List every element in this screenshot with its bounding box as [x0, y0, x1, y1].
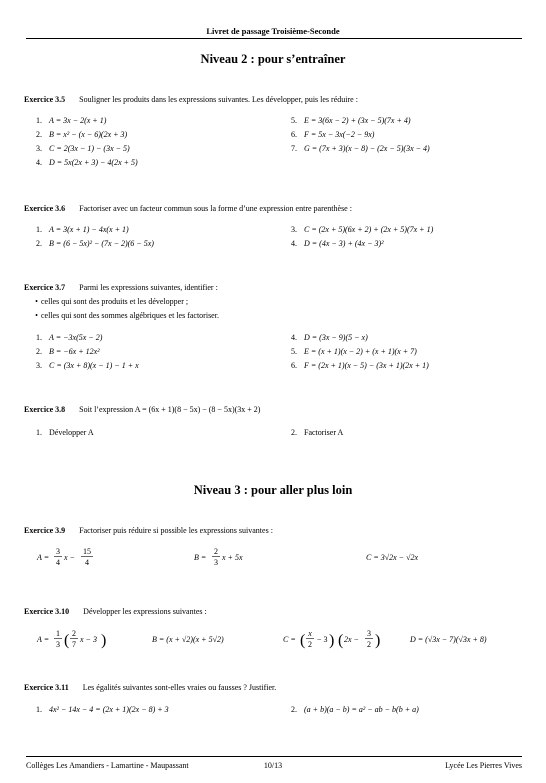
- list-item: 1. 4x² − 14x − 4 = (2x + 1)(2x − 8) + 3: [36, 705, 169, 714]
- expr-c-tail1: − 3: [317, 635, 328, 644]
- list-item: 2. B = x² − (x − 6)(2x + 3): [36, 130, 128, 139]
- footer-rule: [26, 756, 522, 757]
- bullet-item: • celles qui sont des sommes algébriques et les factoriser.: [35, 311, 219, 320]
- frac-denominator: 2: [367, 640, 371, 649]
- expr-c-lhs: C =: [283, 635, 296, 644]
- svg-text:): ): [329, 632, 335, 649]
- exercise-instruction: Développer les expressions suivantes :: [83, 607, 207, 616]
- list-item: 5. E = (x + 1)(x − 2) + (x + 1)(x + 7): [291, 347, 417, 356]
- list-item: 2. B = −6x + 12x²: [36, 347, 100, 356]
- frac-denominator: 4: [85, 558, 89, 567]
- exercise-label: Exercice 3.10: [24, 607, 70, 616]
- frac-denominator: 3: [214, 558, 218, 567]
- level-3-title: Niveau 3 : pour aller plus loin: [193, 483, 353, 497]
- exercise-instruction: Factoriser avec un facteur commun sous la forme d’une expression entre parenthèse :: [79, 204, 352, 213]
- list-item: 4. D = (3x − 9)(5 − x): [291, 333, 368, 342]
- list-item: 1. A = −3x(5x − 2): [36, 333, 103, 342]
- frac-numerator: 2: [72, 629, 76, 638]
- expr-b-lhs: B =: [194, 553, 207, 562]
- exercise-label: Exercice 3.5: [24, 95, 66, 104]
- expr-c: C = 3√2x − √2x: [366, 553, 419, 562]
- list-item: 6. F = 5x − 3x(−2 − 9x): [291, 130, 375, 139]
- svg-text:(: (: [64, 632, 70, 649]
- level-2-title: Niveau 2 : pour s’entraîner: [200, 52, 346, 66]
- exercise-3-10-expressions: [0, 622, 546, 658]
- bullet-item: • celles qui sont des produits et les développer ;: [35, 297, 189, 306]
- exercise-instruction: Souligner les produits dans les expressions suivantes. Les développer, puis les réduire :: [79, 95, 358, 104]
- exercise-3-9-expressions: [0, 540, 546, 580]
- list-item: 5. E = 3(6x − 2) + (3x − 5)(7x + 4): [291, 116, 411, 125]
- expr-d: D = (√3x − 7)(√3x + 8): [410, 635, 487, 644]
- list-item: 2. B = (6 − 5x)² − (7x − 2)(6 − 5x): [36, 239, 154, 248]
- frac-numerator: 2: [214, 547, 218, 556]
- exercise-instruction: Les égalités suivantes sont-elles vraies ou fausses ? Justifier.: [82, 683, 277, 692]
- exercise-3-8-heading: [24, 405, 260, 414]
- page-header: Livret de passage Troisième-Seconde: [206, 26, 340, 36]
- expr-a-tail: x − 3: [80, 635, 97, 644]
- list-item: 4. D = (4x − 3) + (4x − 3)²: [291, 239, 384, 248]
- frac-denominator: 7: [72, 640, 76, 649]
- frac-numerator: 3: [56, 547, 60, 556]
- exercise-3-5-heading: [24, 95, 358, 104]
- frac-numerator: 3: [367, 629, 371, 638]
- expr-a-lhs: A =: [37, 553, 50, 562]
- exercise-3-10-heading: [24, 607, 207, 616]
- expr-b-tail: x + 5x: [222, 553, 243, 562]
- list-item: 6. F = (2x + 1)(x − 5) − (3x + 1)(2x + 1): [291, 361, 429, 370]
- svg-text:(: (: [300, 632, 306, 649]
- frac-denominator: 2: [308, 640, 312, 649]
- exercise-label: Exercice 3.11: [24, 683, 69, 692]
- footer-right: Lycée Les Pierres Vives: [445, 761, 522, 770]
- expr-c-head2: 2x −: [344, 635, 359, 644]
- svg-text:): ): [375, 632, 381, 649]
- exercise-instruction: Parmi les expressions suivantes, identifier :: [79, 283, 218, 292]
- list-item: 1. A = 3(x + 1) − 4x(x + 1): [36, 225, 129, 234]
- svg-text:): ): [101, 632, 107, 649]
- expr-a-lhs: A =: [37, 635, 50, 644]
- footer-left: Collèges Les Amandiers - Lamartine - Maupassant: [26, 761, 189, 770]
- exercise-label: Exercice 3.8: [24, 405, 66, 414]
- frac-denominator: 4: [56, 558, 60, 567]
- list-item: 3. C = 2(3x − 1) − (3x − 5): [36, 144, 130, 153]
- page-number: 10/13: [263, 761, 283, 770]
- list-item: 7. G = (7x + 3)(x − 8) − (2x − 5)(3x − 4): [291, 144, 430, 153]
- exercise-3-9-heading: [24, 526, 273, 535]
- exercise-instruction: Factoriser puis réduire si possible les expressions suivantes :: [79, 526, 273, 535]
- header-rule: [26, 38, 522, 39]
- list-item: 3. C = (3x + 8)(x − 1) − 1 + x: [36, 361, 139, 370]
- frac-numerator: 1: [56, 629, 60, 638]
- exercise-3-6-heading: [24, 204, 352, 213]
- exercise-3-11-heading: [24, 683, 276, 692]
- list-item: 1. A = 3x − 2(x + 1): [36, 116, 107, 125]
- list-item: 1. Développer A: [36, 428, 94, 437]
- expr-a-mid: x −: [64, 553, 75, 562]
- exercise-label: Exercice 3.6: [24, 204, 66, 213]
- svg-text:(: (: [338, 632, 344, 649]
- frac-numerator: 15: [83, 547, 91, 556]
- frac-numerator: x: [308, 629, 312, 638]
- exercise-3-7-heading: [24, 283, 218, 292]
- exercise-instruction: Soit l’expression A = (6x + 1)(8 − 5x) − (8 − 5x)(3x + 2): [79, 405, 261, 414]
- list-item: 2. Factoriser A: [291, 428, 344, 437]
- exercise-label: Exercice 3.9: [24, 526, 66, 535]
- list-item: 2. (a + b)(a − b) = a² − ab − b(b + a): [291, 705, 419, 714]
- expr-b: B = (x + √2)(x + 5√2): [152, 635, 224, 644]
- exercise-label: Exercice 3.7: [24, 283, 66, 292]
- frac-denominator: 3: [56, 640, 60, 649]
- list-item: 3. C = (2x + 5)(6x + 2) + (2x + 5)(7x + 1): [291, 225, 434, 234]
- list-item: 4. D = 5x(2x + 3) − 4(2x + 5): [36, 158, 138, 167]
